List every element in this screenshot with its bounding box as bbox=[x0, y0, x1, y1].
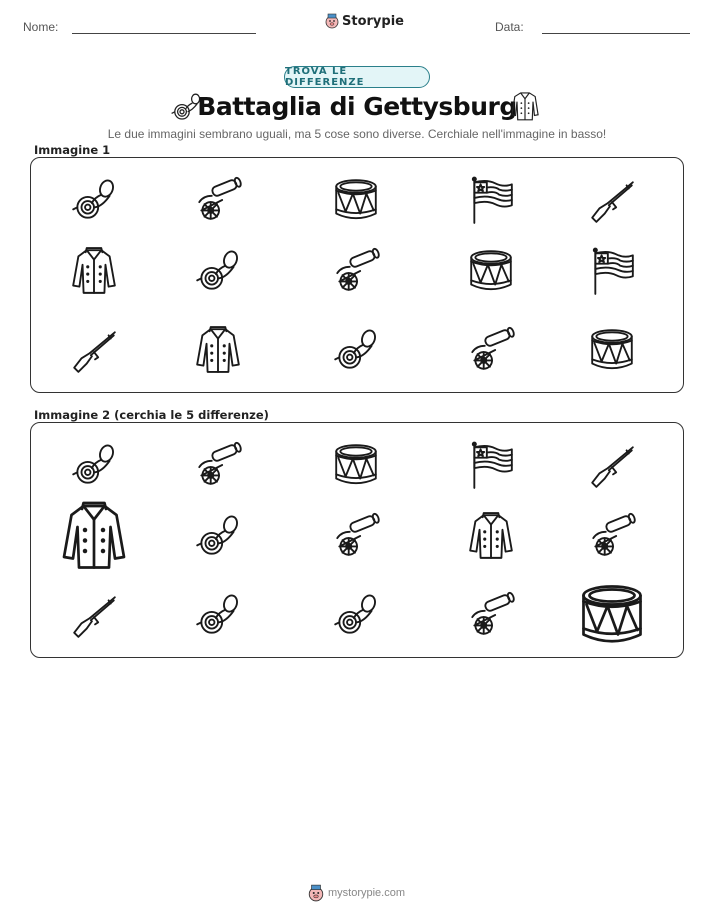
image2-cannon-icon[interactable] bbox=[331, 511, 381, 561]
date-line[interactable] bbox=[542, 33, 690, 34]
image1-drum-icon bbox=[466, 246, 516, 296]
instructions: Le due immagini sembrano uguali, ma 5 cose sono diverse. Cerchiale nell'immagine in basso! bbox=[107, 127, 607, 141]
image2-horn-icon[interactable] bbox=[69, 440, 119, 490]
pig-mascot-icon bbox=[325, 13, 339, 29]
image1-coat-icon bbox=[69, 246, 119, 296]
footer bbox=[308, 884, 405, 902]
brand-name: Storypie bbox=[342, 13, 404, 29]
image2-panel[interactable] bbox=[30, 422, 684, 658]
image1-rifle-icon bbox=[587, 175, 637, 225]
image2-rifle-icon[interactable] bbox=[69, 590, 119, 640]
image2-rifle-icon[interactable] bbox=[587, 440, 637, 490]
image2-horn-icon[interactable] bbox=[331, 590, 381, 640]
image1-horn-icon bbox=[69, 175, 119, 225]
image1-cannon-icon bbox=[466, 325, 516, 375]
image1-coat-icon bbox=[193, 325, 243, 375]
image1-panel bbox=[30, 157, 684, 393]
image2-flag-icon[interactable] bbox=[466, 440, 516, 490]
page-title: Battaglia di Gettysburg bbox=[197, 92, 517, 121]
image1-horn-icon bbox=[193, 246, 243, 296]
image2-cannon-icon[interactable] bbox=[466, 590, 516, 640]
image1-flag-icon bbox=[466, 175, 516, 225]
image2-drum-icon[interactable] bbox=[331, 440, 381, 490]
image1-drum-icon bbox=[331, 175, 381, 225]
image2-cannon-icon[interactable] bbox=[193, 440, 243, 490]
image1-cannon-icon bbox=[331, 246, 381, 296]
image2-horn-icon[interactable] bbox=[193, 511, 243, 561]
image2-cannon-icon[interactable] bbox=[587, 511, 637, 561]
image1-horn-icon bbox=[331, 325, 381, 375]
name-line[interactable] bbox=[72, 33, 256, 34]
coat-icon bbox=[510, 90, 540, 126]
image2-horn-icon[interactable] bbox=[193, 590, 243, 640]
date-label: Data: bbox=[495, 20, 524, 34]
activity-badge: TROVA LE DIFFERENZE bbox=[284, 66, 430, 88]
image2-coat-icon[interactable] bbox=[466, 511, 516, 561]
image2-coat-icon[interactable] bbox=[58, 500, 130, 572]
name-label: Nome: bbox=[23, 20, 59, 34]
pig-mascot-icon bbox=[308, 884, 324, 902]
image1-rifle-icon bbox=[69, 325, 119, 375]
image1-drum-icon bbox=[587, 325, 637, 375]
image2-label: Immagine 2 (cerchia le 5 differenze) bbox=[34, 408, 269, 422]
site-url[interactable]: mystorypie.com bbox=[328, 887, 406, 899]
image1-flag-icon bbox=[587, 246, 637, 296]
storypie-logo bbox=[325, 13, 404, 29]
image2-drum-icon[interactable] bbox=[576, 579, 648, 651]
image1-label: Immagine 1 bbox=[34, 143, 111, 157]
image1-cannon-icon bbox=[193, 175, 243, 225]
